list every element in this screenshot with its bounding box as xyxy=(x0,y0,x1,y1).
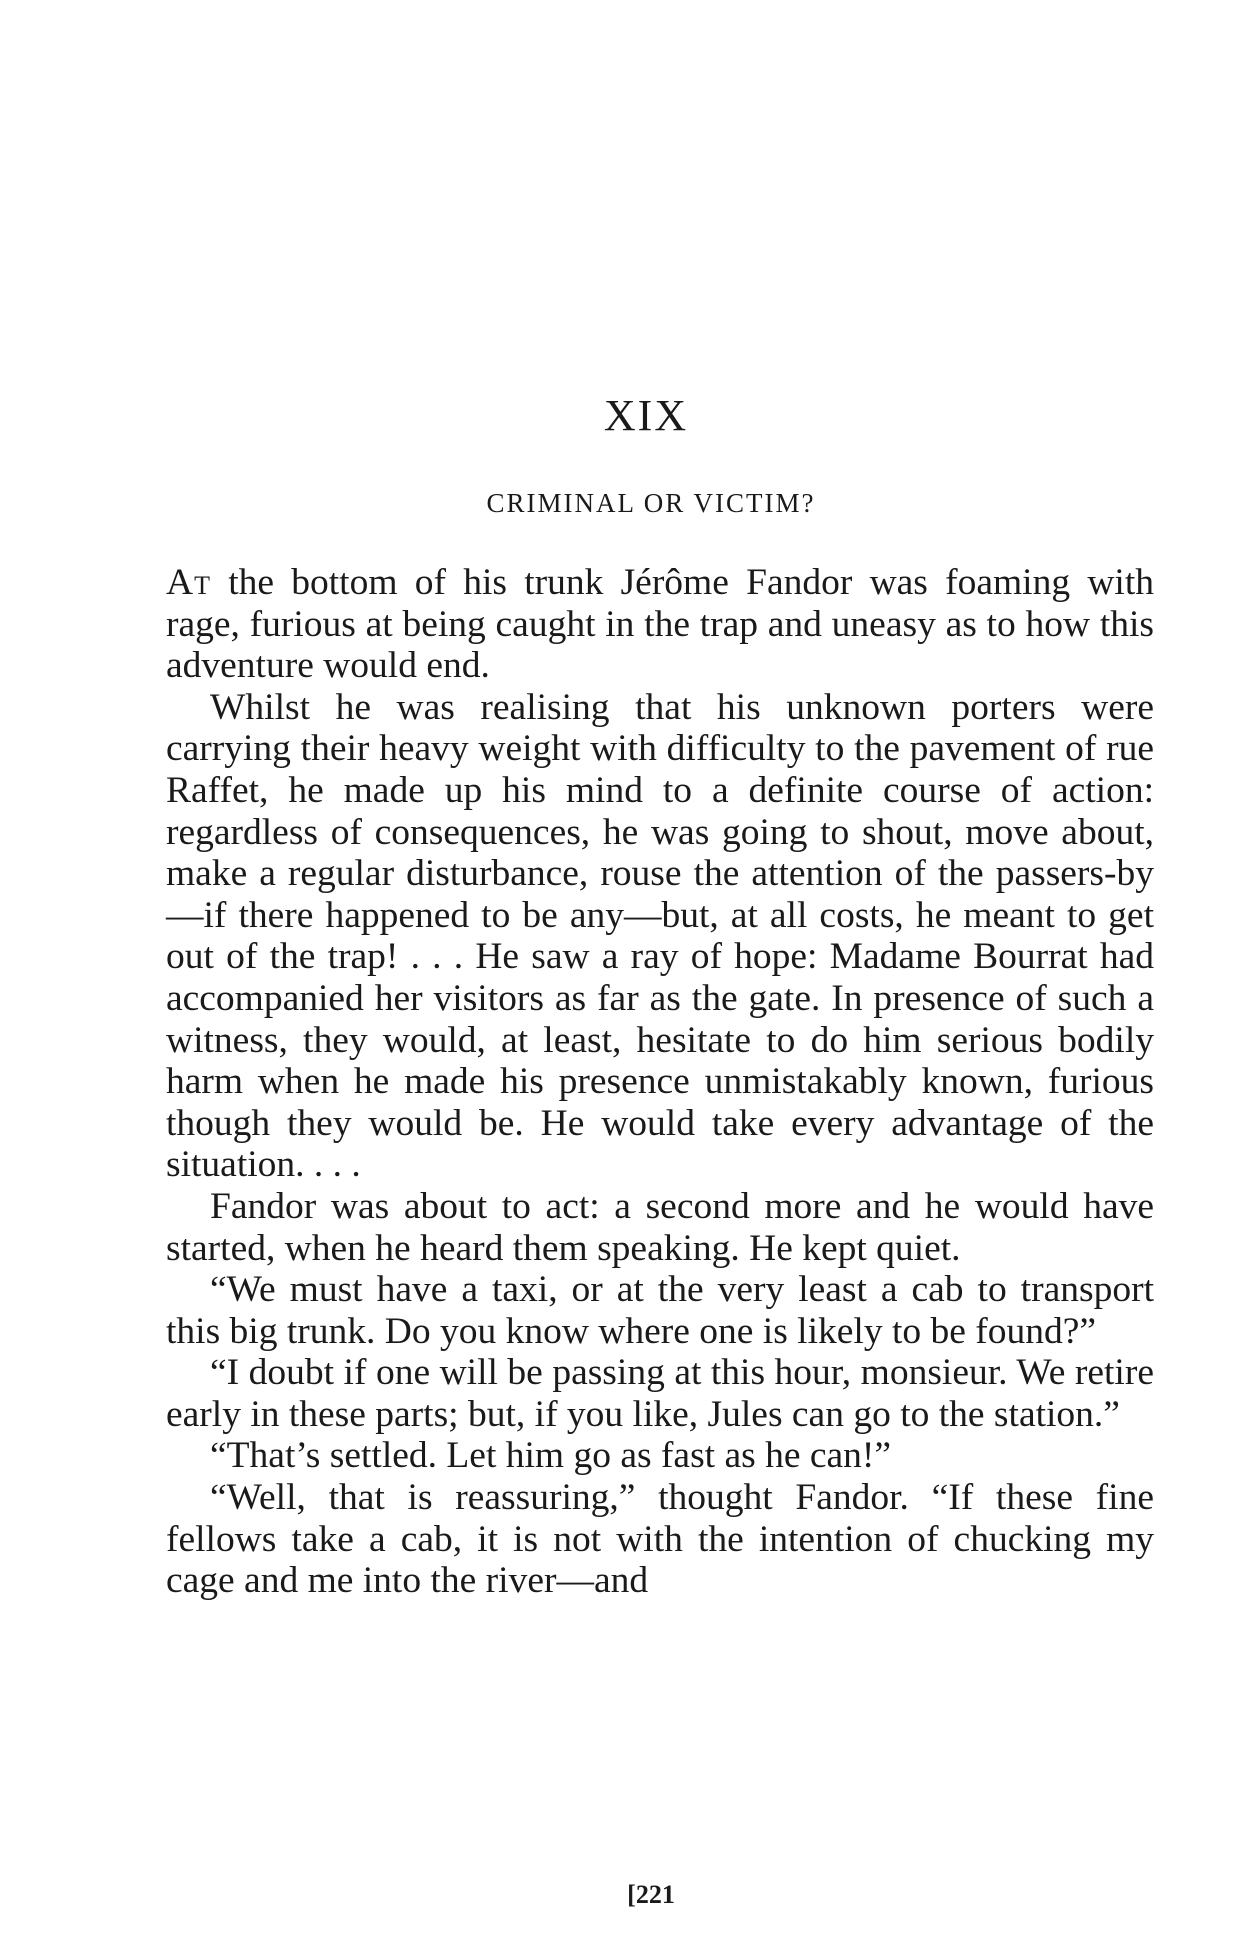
paragraph-text: the bottom of his trunk Jérôme Fandor was foaming with rage, furious at being caught in the trap and uneasy as to how this adventure would end. xyxy=(166,562,1154,687)
paragraph xyxy=(166,562,1154,687)
chapter-body xyxy=(166,562,1154,1602)
paragraph: “We must have a taxi, or at the very least a cab to transport this big trunk. Do you know where one is likely to be found?” xyxy=(166,1269,1154,1352)
chapter-title: CRIMINAL OR VICTIM? xyxy=(486,488,816,518)
paragraph: Fandor was about to act: a second more and he would have started, when he heard them speaking. He kept quiet. xyxy=(166,1185,1154,1269)
opening-word: At xyxy=(166,562,211,603)
paragraph: “That’s settled. Let him go as fast as he can!” xyxy=(210,1435,892,1477)
paragraph: “Well, that is reassuring,” thought Fandor. “If these fine fellows take a cab, it is not with the intention of chucking my cage and me into the river—and xyxy=(166,1477,1154,1602)
page-number: [221 xyxy=(627,1880,675,1909)
paragraph: Whilst he was realising that his unknown porters were carrying their heavy weight with difficulty to the pavement of rue Raffet, he made up his mind to a definite course of action: regardless of consequences, he was going to shout, move about, make a regular disturbance, rouse the attention of the passers-by—if there happened to be any—but, at all costs, he meant to get out of the trap! . . . He saw a ray of hope: Madame Bourrat had accompanied her visitors as far as the gate. In presence of such a witness, they would, at least, hesitate to do him serious bodily harm when he made his presence unmistakably known, furious though they would be. He would take every advantage of the situation. . . . xyxy=(166,686,1154,1186)
paragraph: “I doubt if one will be passing at this hour, monsieur. We retire early in these parts; but, if you like, Jules can go to the station.” xyxy=(166,1352,1154,1435)
chapter-number: XIX xyxy=(603,391,689,440)
